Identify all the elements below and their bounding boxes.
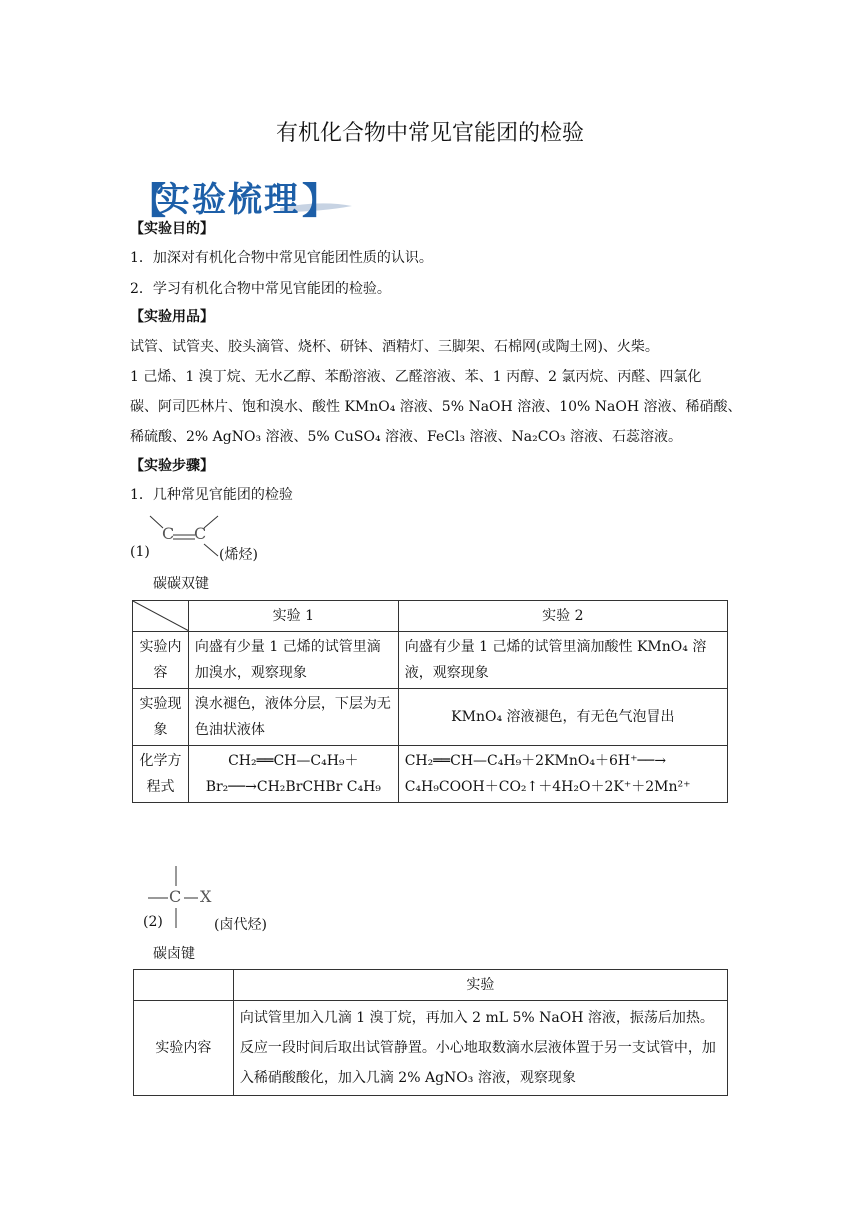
table-corner <box>133 601 189 632</box>
table-haloalkane <box>133 969 728 1096</box>
table-row <box>133 632 728 689</box>
carbon-1: C <box>162 524 175 543</box>
cell-equation-1 <box>188 746 398 803</box>
materials-heading: 【实验用品】 <box>130 309 214 325</box>
row-label-equation: 化学方程式 <box>133 746 189 803</box>
item-2-name: 碳卤键 <box>153 946 195 962</box>
row-label-phenomenon: 实验现象 <box>133 689 189 746</box>
steps-heading: 【实验步骤】 <box>130 458 214 474</box>
table-row <box>133 689 728 746</box>
section-banner <box>130 170 355 222</box>
materials-line-1: 试管、试管夹、胶头滴管、烧杯、研钵、酒精灯、三脚架、石棉网(或陶土网)、火柴。 <box>130 339 659 355</box>
table-corner-blank <box>134 970 234 1001</box>
row-label-content: 实验内容 <box>134 1001 234 1096</box>
equation-1-line-2: Br₂──→CH₂BrCHBr C₄H₉ <box>205 779 381 795</box>
item-1-number: (1) <box>130 544 150 560</box>
materials-line-3: 碳、阿司匹林片、饱和溴水、酸性 KMnO₄ 溶液、5% NaOH 溶液、10% NaOH 溶液、稀硝酸、 <box>130 399 742 415</box>
cell-content: 向试管里加入几滴 1 溴丁烷，再加入 2 mL 5% NaOH 溶液，振荡后加热。反应一段时间后取出试管静置。小心地取数滴水层液体置于另一支试管中，加入稀硝酸酸化，加入几滴 2% AgNO₃ 溶液，观察现象 <box>233 1001 727 1096</box>
materials-line-4: 稀硫酸、2% AgNO₃ 溶液、5% CuSO₄ 溶液、FeCl₃ 溶液、Na₂CO₃ 溶液、石蕊溶液。 <box>130 429 682 445</box>
table-alkene <box>132 600 728 803</box>
purpose-heading: 【实验目的】 <box>130 221 214 237</box>
table-row <box>133 746 728 803</box>
diagonal-line-icon <box>133 601 189 631</box>
table-header-exp1: 实验 1 <box>188 601 398 632</box>
table-row <box>134 970 728 1001</box>
banner-text: 实验梳理 <box>156 180 300 220</box>
equation-1-line-1: CH₂══CH—C₄H₉＋ <box>228 753 359 769</box>
cell-phenomenon-1: 溴水褪色，液体分层，下层为无色油状液体 <box>188 689 398 746</box>
haloalkane-structure <box>130 862 330 934</box>
cell-phenomenon-2: KMnO₄ 溶液褪色，有无色气泡冒出 <box>398 689 727 746</box>
item-2-note: (卤代烃) <box>214 917 267 933</box>
banner-bracket-right: 】 <box>302 181 339 222</box>
item-1-note: (烯烃) <box>219 547 258 563</box>
banner-bracket-left: 【 <box>130 181 167 222</box>
alkene-structure <box>130 508 330 564</box>
purpose-item-2: 2．学习有机化合物中常见官能团的检验。 <box>130 281 391 297</box>
table-row <box>134 1001 728 1096</box>
carbon-atom: C <box>169 887 182 906</box>
item-1-name: 碳碳双键 <box>153 576 209 592</box>
row-label-content: 实验内容 <box>133 632 189 689</box>
equation-2-line-1: CH₂══CH—C₄H₉＋2KMnO₄＋6H⁺──→ <box>404 753 667 769</box>
table-header-exp: 实验 <box>233 970 727 1001</box>
table-row <box>133 601 728 632</box>
cell-content-2: 向盛有少量 1 己烯的试管里滴加酸性 KMnO₄ 溶液，观察现象 <box>398 632 727 689</box>
equation-2-line-2: C₄H₉COOH＋CO₂↑＋4H₂O＋2K⁺＋2Mn²⁺ <box>404 779 691 795</box>
table-header-exp2: 实验 2 <box>398 601 727 632</box>
steps-item-1: 1．几种常见官能团的检验 <box>130 487 293 503</box>
page-title: 有机化合物中常见官能团的检验 <box>275 121 584 146</box>
carbon-2: C <box>194 524 207 543</box>
cell-equation-2 <box>398 746 727 803</box>
item-2-number: (2) <box>143 914 163 930</box>
materials-line-2: 1 己烯、1 溴丁烷、无水乙醇、苯酚溶液、乙醛溶液、苯、1 丙醇、2 氯丙烷、丙醛、四氯化 <box>130 369 702 385</box>
halogen-atom: X <box>200 887 212 906</box>
purpose-item-1: 1．加深对有机化合物中常见官能团性质的认识。 <box>130 250 433 266</box>
cell-content-1: 向盛有少量 1 己烯的试管里滴加溴水，观察现象 <box>188 632 398 689</box>
